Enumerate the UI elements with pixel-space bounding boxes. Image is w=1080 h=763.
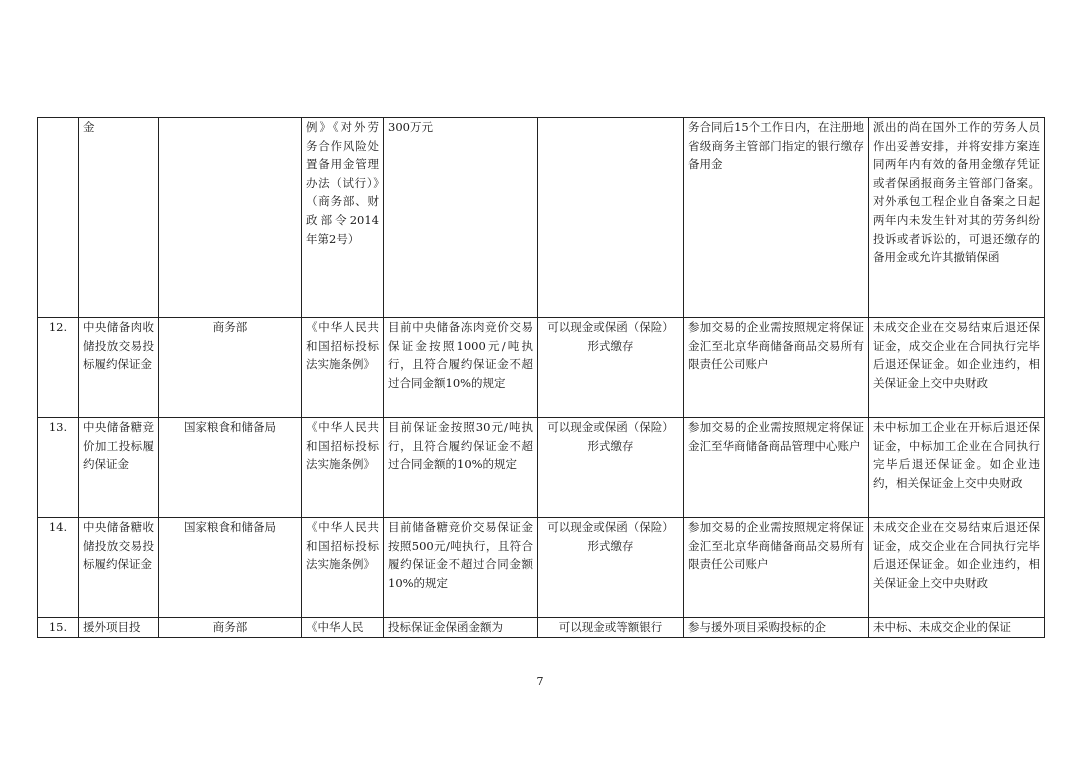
deposit-name: 中央储备糖竞价加工投标履约保证金 [79, 418, 159, 518]
legal-basis: 例》《对外劳务合作风险处置备用金管理办法（试行）》（商务部、财政部令2014年第2号） [302, 118, 384, 318]
procedure: 参加交易的企业需按照规定将保证金汇至北京华商储备商品交易所有限责任公司账户 [684, 518, 869, 618]
table-row [38, 518, 1045, 618]
payment-form [538, 118, 684, 318]
table-row [38, 318, 1045, 418]
department [159, 118, 302, 318]
legal-basis: 《中华人民 [302, 618, 384, 638]
refund-rule: 未中标、未成交企业的保证 [869, 618, 1045, 638]
department: 国家粮食和储备局 [159, 418, 302, 518]
standard: 目前中央储备冻肉竞价交易保证金按照1000元/吨执行，且符合履约保证金不超过合同金额10%的规定 [384, 318, 538, 418]
legal-basis: 《中华人民共和国招标投标法实施条例》 [302, 318, 384, 418]
standard: 目前保证金按照30元/吨执行，且符合履约保证金不超过合同金额的10%的规定 [384, 418, 538, 518]
payment-form: 可以现金或等额银行 [538, 618, 684, 638]
row-number [38, 118, 79, 318]
procedure: 参与援外项目采购投标的企 [684, 618, 869, 638]
row-number: 14. [38, 518, 79, 618]
deposit-table [37, 117, 1045, 638]
department: 商务部 [159, 618, 302, 638]
row-number: 13. [38, 418, 79, 518]
legal-basis: 《中华人民共和国招标投标法实施条例》 [302, 518, 384, 618]
procedure: 参加交易的企业需按照规定将保证金汇至华商储备商品管理中心账户 [684, 418, 869, 518]
procedure: 务合同后15个工作日内，在注册地省级商务主管部门指定的银行缴存备用金 [684, 118, 869, 318]
procedure: 参加交易的企业需按照规定将保证金汇至北京华商储备商品交易所有限责任公司账户 [684, 318, 869, 418]
table-row [38, 618, 1045, 638]
refund-rule: 未成交企业在交易结束后退还保证金，成交企业在合同执行完毕后退还保证金。如企业违约，相关保证金上交中央财政 [869, 318, 1045, 418]
department: 商务部 [159, 318, 302, 418]
refund-rule: 派出的尚在国外工作的劳务人员作出妥善安排，并将安排方案连同两年内有效的备用金缴存凭证或者保函报商务主管部门备案。对外承包工程企业自备案之日起两年内未发生针对其的劳务纠纷投诉或者诉讼的，可退还缴存的备用金或允许其撤销保函 [869, 118, 1045, 318]
deposit-name: 援外项目投 [79, 618, 159, 638]
deposit-name: 中央储备肉收储投放交易投标履约保证金 [79, 318, 159, 418]
standard: 目前储备糖竞价交易保证金按照500元/吨执行，且符合履约保证金不超过合同金额10%的规定 [384, 518, 538, 618]
row-number: 15. [38, 618, 79, 638]
row-number: 12. [38, 318, 79, 418]
payment-form: 可以现金或保函（保险）形式缴存 [538, 418, 684, 518]
table-row [38, 118, 1045, 318]
refund-rule: 未成交企业在交易结束后退还保证金，成交企业在合同执行完毕后退还保证金。如企业违约，相关保证金上交中央财政 [869, 518, 1045, 618]
payment-form: 可以现金或保函（保险）形式缴存 [538, 518, 684, 618]
page-number: 7 [536, 675, 544, 688]
standard: 300万元 [384, 118, 538, 318]
payment-form: 可以现金或保函（保险）形式缴存 [538, 318, 684, 418]
deposit-name: 中央储备糖收储投放交易投标履约保证金 [79, 518, 159, 618]
standard: 投标保证金保函金额为 [384, 618, 538, 638]
refund-rule: 未中标加工企业在开标后退还保证金，中标加工企业在合同执行完毕后退还保证金。如企业违约，相关保证金上交中央财政 [869, 418, 1045, 518]
deposit-name: 金 [79, 118, 159, 318]
department: 国家粮食和储备局 [159, 518, 302, 618]
table-row [38, 418, 1045, 518]
legal-basis: 《中华人民共和国招标投标法实施条例》 [302, 418, 384, 518]
